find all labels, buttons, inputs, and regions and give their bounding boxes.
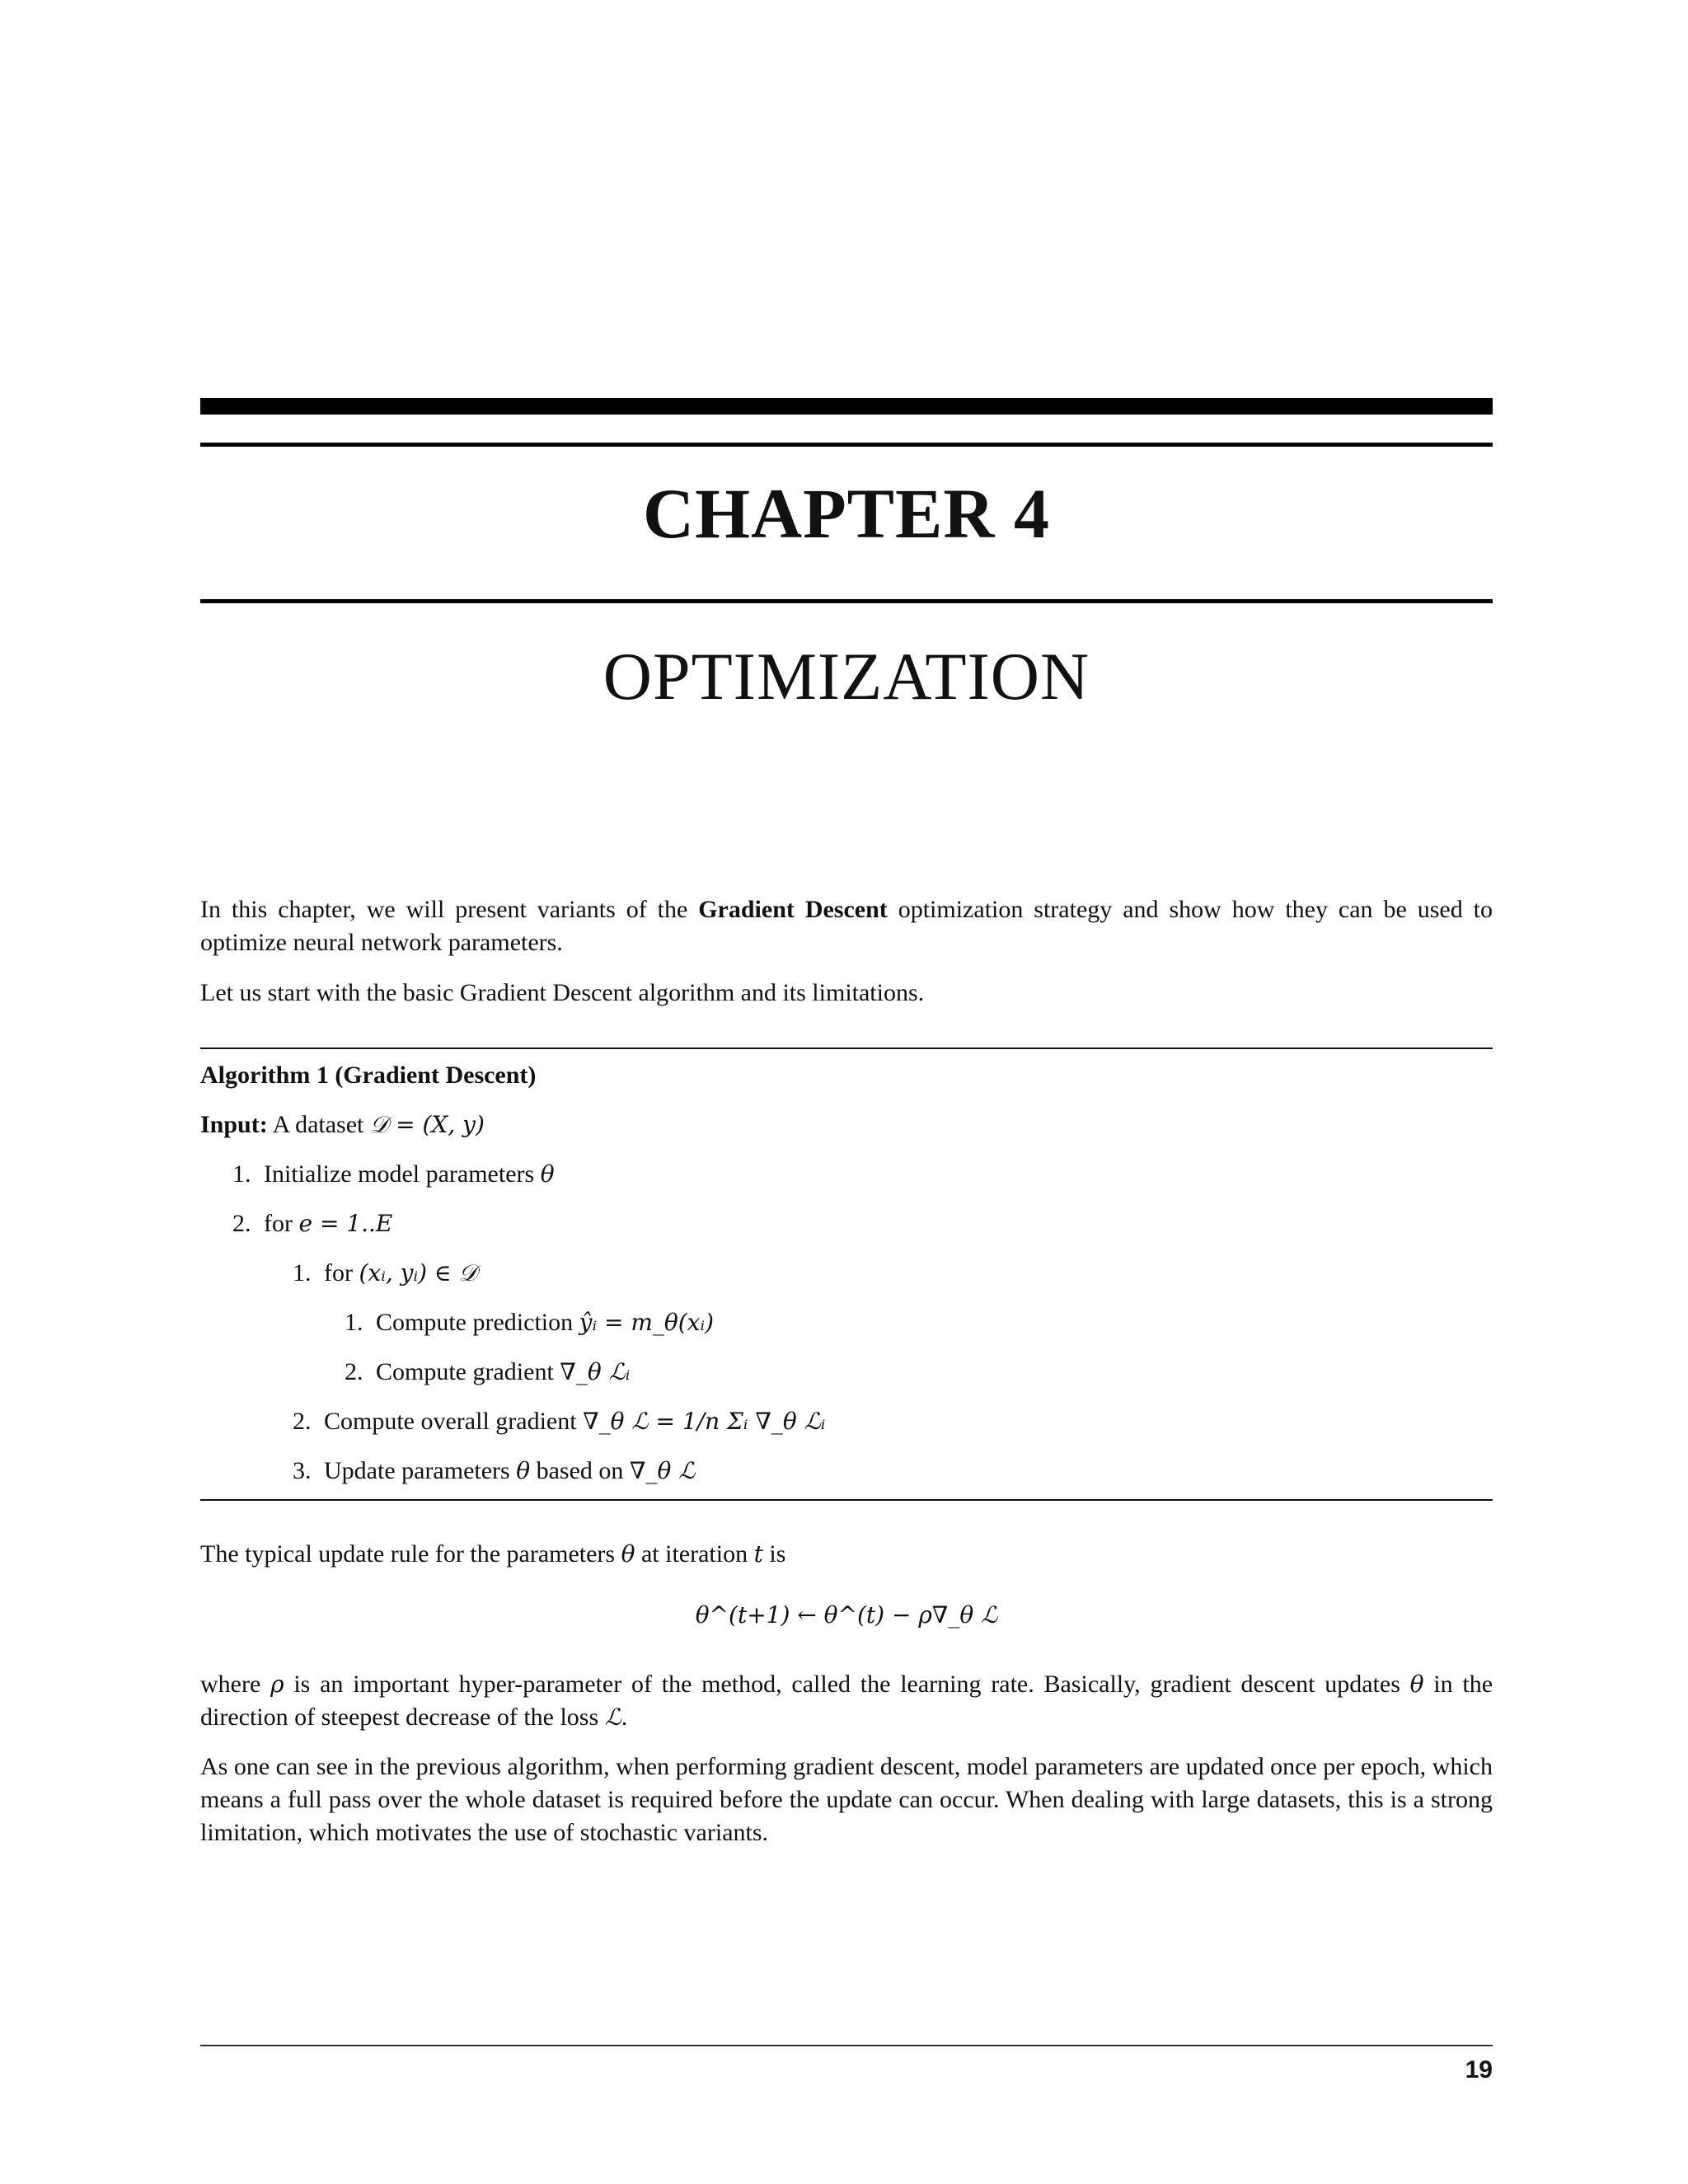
algorithm-bottom-rule bbox=[200, 1499, 1493, 1501]
step-math-2: ∇_θ ℒ bbox=[629, 1457, 696, 1484]
step-number: 2. bbox=[232, 1210, 251, 1237]
algorithm-step-2-2 bbox=[293, 1405, 825, 1438]
chapter-rule-top bbox=[200, 443, 1493, 447]
text-run: where bbox=[200, 1671, 261, 1698]
text-run: . bbox=[621, 1704, 628, 1731]
math-theta: θ bbox=[621, 1540, 635, 1568]
intro-paragraph bbox=[200, 893, 1493, 959]
step-number: 1. bbox=[232, 1160, 251, 1188]
math-theta: θ bbox=[1409, 1671, 1424, 1698]
math-loss: ℒ bbox=[604, 1704, 621, 1731]
algorithm-step-2-1 bbox=[293, 1257, 477, 1290]
algorithm-step-2-3 bbox=[293, 1455, 695, 1488]
algorithm-top-rule bbox=[200, 1047, 1493, 1049]
math-rho: ρ bbox=[270, 1671, 284, 1698]
step-math: ŷᵢ = m_θ(xᵢ) bbox=[579, 1309, 715, 1336]
text-run: in the direction of steepest decrease of the loss bbox=[200, 1671, 1493, 1731]
step-math: θ bbox=[516, 1457, 531, 1484]
text-run: is bbox=[769, 1540, 786, 1568]
text-run: is an important hyper-parameter of the method, called the learning rate. Basically, gradient descent updates bbox=[293, 1671, 1400, 1698]
intro-paragraph-2: Let us start with the basic Gradient Descent algorithm and its limitations. bbox=[200, 979, 925, 1006]
text-run: at iteration bbox=[640, 1540, 748, 1568]
step-text: for bbox=[324, 1259, 353, 1286]
algorithm-title: Algorithm 1 (Gradient Descent) bbox=[200, 1062, 537, 1089]
footer-rule bbox=[200, 2045, 1493, 2046]
intro-text-end: optimization strategy and show how they can be used to optimize neural network parameters. bbox=[200, 896, 1493, 956]
gradient-descent-term: Gradient Descent bbox=[698, 896, 888, 923]
update-rule-intro bbox=[200, 1538, 1493, 1571]
algorithm-step-2-1-2 bbox=[345, 1356, 630, 1389]
intro-text-start: In this chapter, we will present variants of the bbox=[200, 896, 699, 923]
input-label: Input: bbox=[200, 1111, 268, 1138]
step-math: e = 1..E bbox=[298, 1210, 393, 1237]
math-t: t bbox=[753, 1540, 763, 1568]
step-number: 1. bbox=[293, 1259, 312, 1286]
step-text: Initialize model parameters bbox=[264, 1160, 535, 1188]
step-math: (xᵢ, yᵢ) ∈ 𝒟 bbox=[359, 1259, 477, 1286]
equation-text: θ^(t+1) ← θ^(t) − ρ∇_θ ℒ bbox=[695, 1601, 998, 1629]
chapter-rule-bottom bbox=[200, 599, 1493, 603]
step-number: 1. bbox=[345, 1309, 363, 1336]
step-number: 2. bbox=[345, 1358, 363, 1385]
step-number: 3. bbox=[293, 1457, 312, 1484]
step-math: θ bbox=[540, 1160, 555, 1188]
stochastic-motivation-paragraph: As one can see in the previous algorithm, when performing gradient descent, model parameters are updated once per epoch, which means a full pass over the whole dataset is required before the update can occur. When dealing with large datasets, this is a strong limitation, which motivates the use of stochastic variants. bbox=[200, 1753, 1493, 1846]
algorithm-step-2 bbox=[232, 1207, 392, 1240]
step-text: Compute overall gradient bbox=[324, 1408, 577, 1435]
update-equation bbox=[200, 1599, 1493, 1632]
page-number: 19 bbox=[1465, 2056, 1493, 2083]
text-run: The typical update rule for the parameters bbox=[200, 1540, 616, 1568]
step-text-2: based on bbox=[536, 1457, 624, 1484]
step-text: Compute gradient bbox=[376, 1358, 554, 1385]
step-text: Compute prediction bbox=[376, 1309, 574, 1336]
step-text: Update parameters bbox=[324, 1457, 510, 1484]
chapter-number: CHAPTER 4 bbox=[643, 474, 1050, 553]
step-text: for bbox=[264, 1210, 293, 1237]
chapter-title: OPTIMIZATION bbox=[603, 639, 1090, 714]
step-math: ∇_θ ℒ = 1/n Σᵢ ∇_θ ℒᵢ bbox=[583, 1408, 826, 1435]
input-text: A dataset bbox=[272, 1111, 364, 1138]
chapter-rule-thick bbox=[200, 398, 1493, 415]
algorithm-step-1 bbox=[232, 1158, 555, 1191]
learning-rate-paragraph bbox=[200, 1668, 1493, 1734]
input-math: 𝒟 = (X, y) bbox=[369, 1111, 485, 1138]
step-math: ∇_θ ℒᵢ bbox=[560, 1358, 631, 1385]
algorithm-input bbox=[200, 1108, 485, 1141]
algorithm-step-2-1-1 bbox=[345, 1306, 714, 1339]
step-number: 2. bbox=[293, 1408, 312, 1435]
